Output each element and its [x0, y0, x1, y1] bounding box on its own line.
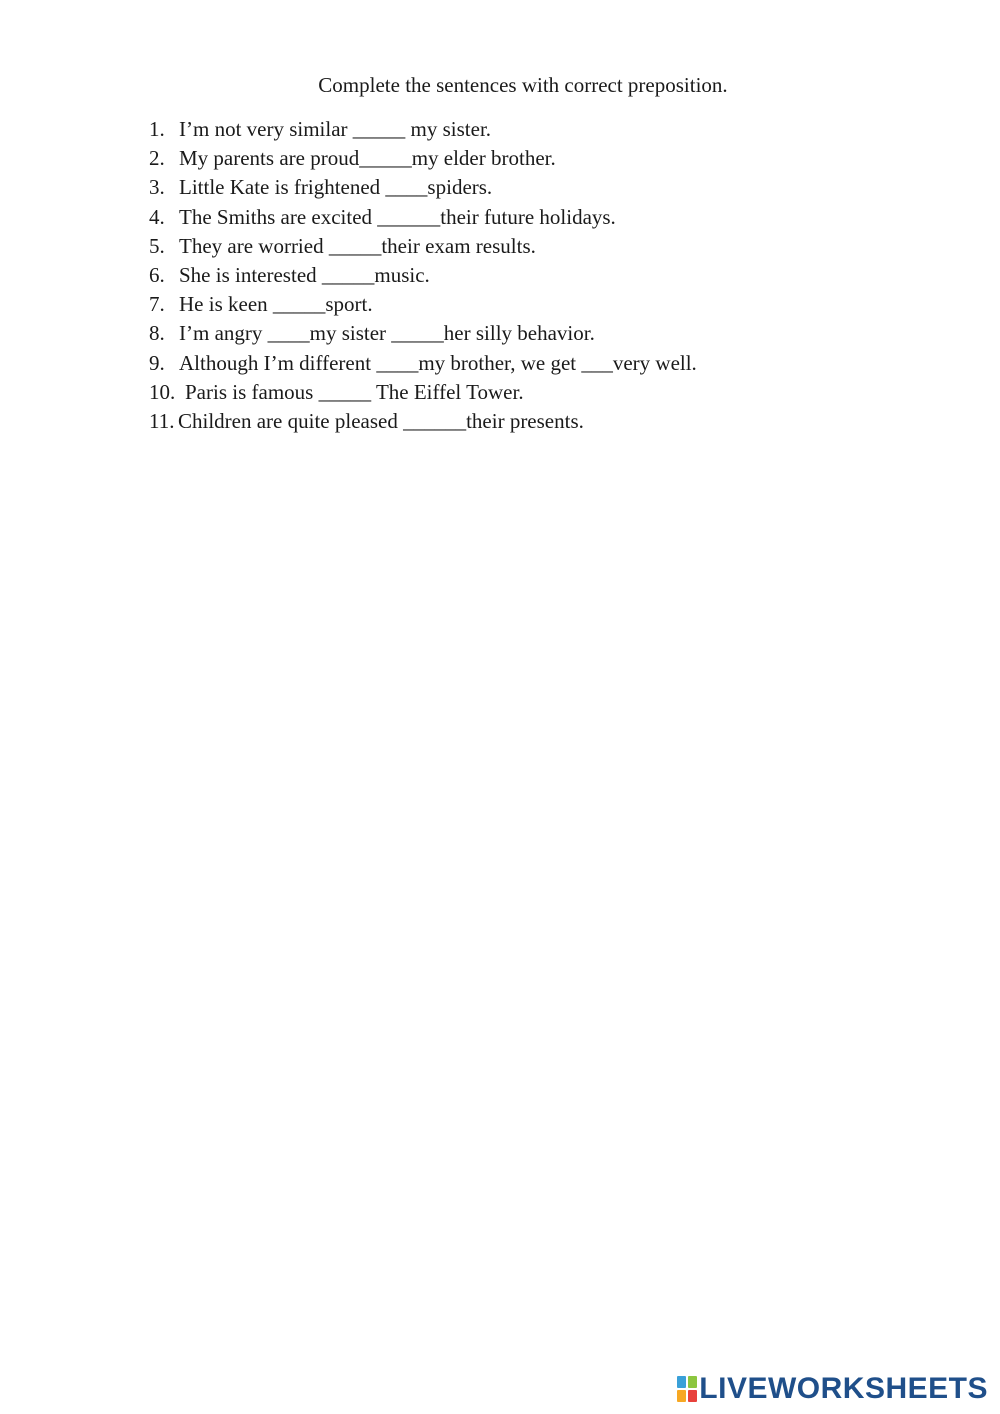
liveworksheets-watermark — [677, 1372, 988, 1406]
exercise-list — [149, 115, 697, 436]
item-number: 4. — [149, 204, 165, 229]
item-number: 1. — [149, 117, 165, 141]
exercise-item — [149, 203, 697, 232]
logo-tile — [677, 1376, 686, 1388]
exercise-item — [149, 407, 697, 436]
exercise-item — [149, 144, 697, 173]
exercise-item — [149, 349, 697, 378]
item-number: 9. — [149, 350, 165, 375]
item-sentence: The Smiths are excited ______their future holidays. — [179, 204, 616, 229]
item-sentence: They are worried _____their exam results. — [179, 233, 536, 258]
logo-tile — [688, 1390, 697, 1402]
item-number: 11. — [149, 409, 175, 434]
item-number: 8. — [149, 321, 165, 346]
item-sentence: I’m not very similar _____ my sister. — [179, 117, 492, 141]
exercise-item — [149, 319, 697, 348]
item-sentence: Although I’m different ____my brother, we get ___very well. — [179, 350, 697, 375]
logo-tile — [688, 1376, 697, 1388]
liveworksheets-logo-icon — [677, 1376, 697, 1402]
item-number: 7. — [149, 292, 165, 317]
item-number: 10. — [149, 379, 176, 404]
item-sentence: Little Kate is frightened ____spiders. — [179, 175, 493, 200]
exercise-item — [149, 115, 697, 144]
exercise-item — [149, 290, 697, 319]
exercise-item — [149, 261, 697, 290]
logo-tile — [677, 1390, 686, 1402]
item-sentence: I’m angry ____my sister _____her silly behavior. — [179, 321, 595, 346]
exercise-item — [149, 378, 697, 407]
worksheet-instructions: Complete the sentences with correct preposition. — [318, 73, 728, 97]
item-sentence: Children are quite pleased ______their presents. — [178, 409, 584, 434]
item-number: 3. — [149, 175, 165, 200]
item-number: 6. — [149, 263, 165, 288]
item-number: 5. — [149, 233, 165, 258]
item-sentence: Paris is famous _____ The Eiffel Tower. — [185, 379, 524, 404]
watermark-text: LIVEWORKSHEETS — [699, 1372, 988, 1405]
item-sentence: He is keen _____sport. — [179, 292, 373, 317]
item-number: 2. — [149, 146, 165, 171]
item-sentence: She is interested _____music. — [179, 263, 430, 288]
exercise-item — [149, 173, 697, 202]
item-sentence: My parents are proud_____my elder brother. — [179, 146, 556, 171]
exercise-item — [149, 232, 697, 261]
